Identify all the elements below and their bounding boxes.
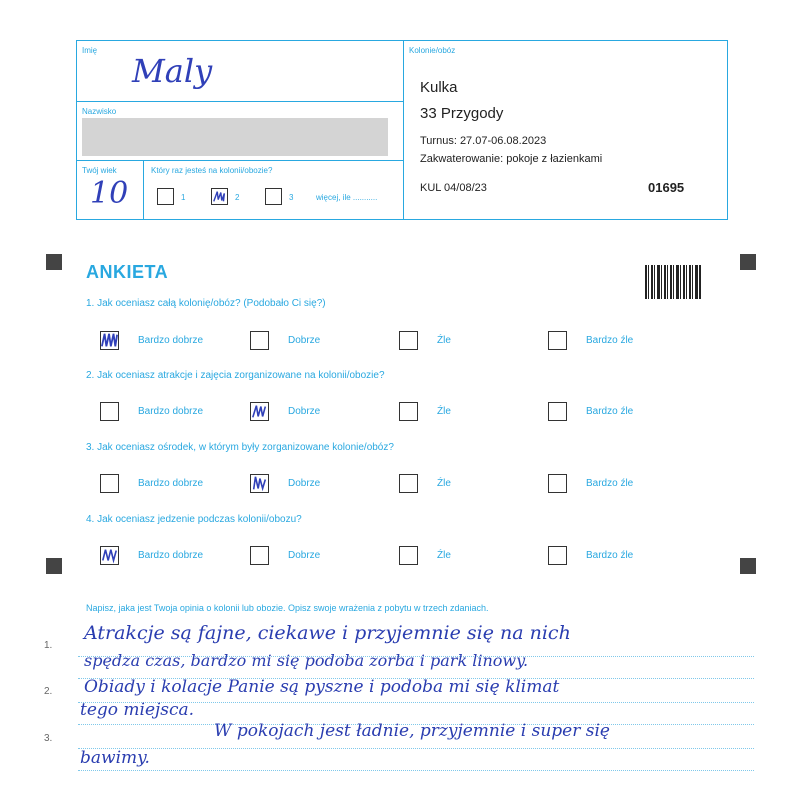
checkmark-scribble-icon	[251, 403, 268, 420]
barcode-icon	[645, 265, 701, 299]
q4-option-label: Dobrze	[288, 550, 321, 561]
q1-option-label: Bardzo dobrze	[138, 335, 204, 346]
times-option-1: 1	[181, 193, 186, 202]
q1-option-dobrze-checkbox[interactable]	[250, 331, 269, 350]
q3-option-bardzo-dobrze-checkbox[interactable]	[100, 474, 119, 493]
registration-mark	[740, 558, 756, 574]
q1-option-label: Źle	[437, 335, 451, 346]
age-value: 10	[90, 176, 129, 211]
q2-option-bardzo-zle-checkbox[interactable]	[548, 402, 567, 421]
q3-option-label: Bardzo źle	[586, 478, 634, 489]
times-label: Który raz jesteś na kolonii/obozie?	[151, 166, 273, 175]
camp-program: 33 Przygody	[420, 105, 504, 122]
surname-label: Nazwisko	[82, 107, 117, 116]
q1-option-bardzo-zle-checkbox[interactable]	[548, 331, 567, 350]
q4-option-label: Bardzo dobrze	[138, 550, 204, 561]
q4-option-label: Bardzo źle	[586, 550, 634, 561]
checkmark-scribble-icon	[101, 547, 118, 564]
surname-redacted	[82, 118, 388, 156]
q2-option-label: Dobrze	[288, 406, 321, 417]
times-more: więcej, ile ...........	[316, 193, 378, 202]
handwritten-line-1: Atrakcje są fajne, ciekawe i przyjemnie się na nich	[84, 622, 571, 644]
line-number-2: 2.	[44, 686, 53, 697]
q4-option-bardzo-zle-checkbox[interactable]	[548, 546, 567, 565]
opinion-prompt: Napisz, jaka jest Twoja opinia o kolonii lub obozie. Opisz swoje wrażenia z pobytu w trzech zdaniach.	[86, 603, 489, 613]
line-number-3: 3.	[44, 733, 53, 744]
line-number-1: 1.	[44, 640, 53, 651]
q2-option-dobrze-checkbox[interactable]	[250, 402, 269, 421]
writing-line	[78, 748, 754, 749]
q4-option-dobrze-checkbox[interactable]	[250, 546, 269, 565]
q2-option-bardzo-dobrze-checkbox[interactable]	[100, 402, 119, 421]
turnus: Turnus: 27.07-06.08.2023	[420, 135, 547, 147]
question-3: 3. Jak oceniasz ośrodek, w którym były zorganizowane kolonie/obóz?	[86, 442, 394, 453]
handwritten-line-6: bawimy.	[80, 748, 150, 768]
handwritten-line-5: W pokojach jest ładnie, przyjemnie i super się	[214, 721, 610, 741]
handwritten-line-3: Obiady i kolacje Panie są pyszne i podoba mi się klimat	[84, 677, 560, 697]
q4-option-label: Źle	[437, 550, 451, 561]
camp-label: Kolonie/obóz	[409, 46, 456, 55]
checkmark-scribble-icon	[212, 189, 227, 204]
handwritten-line-2: spędza czas, bardzo mi się podoba zorba i park linowy.	[84, 651, 529, 670]
times-checkbox-1[interactable]	[157, 188, 174, 205]
question-1: 1. Jak oceniasz całą kolonię/obóz? (Podobało Ci się?)	[86, 298, 326, 309]
q3-option-bardzo-zle-checkbox[interactable]	[548, 474, 567, 493]
q2-option-label: Bardzo dobrze	[138, 406, 204, 417]
header-cell-divider	[143, 160, 144, 220]
name-label: Imię	[82, 46, 98, 55]
q1-option-bardzo-dobrze-checkbox[interactable]	[100, 331, 119, 350]
q3-option-label: Bardzo dobrze	[138, 478, 204, 489]
writing-line	[78, 770, 754, 771]
question-4: 4. Jak oceniasz jedzenie podczas kolonii/obozu?	[86, 514, 302, 525]
header-divider	[403, 40, 404, 220]
times-checkbox-2[interactable]	[211, 188, 228, 205]
checkmark-scribble-icon	[251, 475, 268, 492]
age-label: Twój wiek	[82, 166, 117, 175]
times-option-2: 2	[235, 193, 240, 202]
q3-option-zle-checkbox[interactable]	[399, 474, 418, 493]
question-2: 2. Jak oceniasz atrakcje i zajęcia zorganizowane na kolonii/obozie?	[86, 370, 385, 381]
handwritten-line-4: tego miejsca.	[80, 700, 195, 720]
q2-option-label: Bardzo źle	[586, 406, 634, 417]
registration-mark	[46, 558, 62, 574]
registration-mark	[46, 254, 62, 270]
header-row-divider	[76, 160, 403, 161]
times-checkbox-3[interactable]	[265, 188, 282, 205]
q3-option-label: Źle	[437, 478, 451, 489]
camp-code: KUL 04/08/23	[420, 182, 487, 194]
q4-option-bardzo-dobrze-checkbox[interactable]	[100, 546, 119, 565]
times-option-3: 3	[289, 193, 294, 202]
form-number: 01695	[648, 180, 685, 195]
q1-option-zle-checkbox[interactable]	[399, 331, 418, 350]
q3-option-label: Dobrze	[288, 478, 321, 489]
q1-option-label: Dobrze	[288, 335, 321, 346]
checkmark-scribble-icon	[101, 332, 118, 349]
header-row-divider	[76, 101, 403, 102]
q1-option-label: Bardzo źle	[586, 335, 634, 346]
q3-option-dobrze-checkbox[interactable]	[250, 474, 269, 493]
q2-option-label: Źle	[437, 406, 451, 417]
name-value: Maly	[132, 52, 213, 90]
accommodation: Zakwaterowanie: pokoje z łazienkami	[420, 153, 603, 165]
q4-option-zle-checkbox[interactable]	[399, 546, 418, 565]
survey-title: ANKIETA	[86, 262, 169, 282]
camp-name: Kulka	[420, 79, 458, 96]
registration-mark	[740, 254, 756, 270]
q2-option-zle-checkbox[interactable]	[399, 402, 418, 421]
